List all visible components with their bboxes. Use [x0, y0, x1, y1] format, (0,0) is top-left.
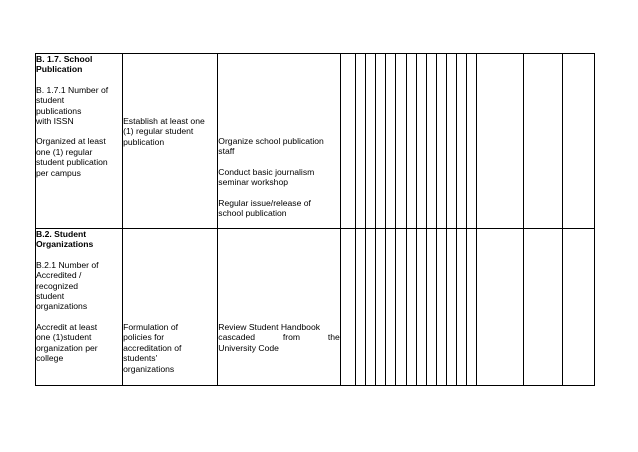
indicator-text: with ISSN	[36, 116, 74, 127]
operational-plan-table	[35, 53, 595, 386]
timeline-cell	[366, 54, 376, 229]
section-heading: B. 1.7. School Publication	[36, 54, 93, 75]
objective-cell	[36, 54, 123, 229]
strategy-text: Formulation of	[123, 322, 179, 332]
activities-cell	[218, 54, 341, 229]
timeline-cell	[396, 229, 406, 386]
strategy-text: Establish at least one	[123, 116, 205, 126]
target-text: student publication	[36, 157, 108, 168]
timeline-cell	[355, 54, 365, 229]
timeline-cell	[386, 229, 396, 386]
strategy-text: students'	[123, 353, 158, 364]
activity-text: cascaded from the	[218, 332, 340, 343]
timeline-cell	[467, 229, 477, 386]
target-text: college	[36, 353, 64, 364]
activity-text: Regular issue/release of	[218, 197, 311, 208]
table-row	[36, 54, 595, 229]
empty-cell	[562, 229, 594, 386]
timeline-cell	[340, 54, 355, 229]
strategy-text: (1) regular student	[123, 126, 194, 137]
target-text: per campus	[36, 167, 81, 178]
target-text: organization per	[36, 342, 98, 353]
table-row	[36, 229, 595, 386]
empty-cell	[524, 54, 562, 229]
objective-cell	[36, 229, 123, 386]
timeline-cell	[467, 54, 477, 229]
timeline-cell	[386, 54, 396, 229]
empty-cell	[477, 229, 524, 386]
timeline-cell	[426, 229, 436, 386]
indicator-text: recognized	[36, 280, 79, 291]
timeline-cell	[376, 54, 386, 229]
timeline-cell	[355, 229, 365, 386]
timeline-cell	[447, 229, 457, 386]
indicator-text: student	[36, 95, 65, 106]
timeline-cell	[457, 54, 467, 229]
timeline-cell	[396, 54, 406, 229]
timeline-cell	[416, 54, 426, 229]
activity-text: seminar workshop	[218, 177, 288, 188]
indicator-text: organizations	[36, 301, 88, 312]
timeline-cell	[457, 229, 467, 386]
section-heading: B.2. Student	[36, 229, 87, 239]
target-text: one (1)student	[36, 332, 92, 343]
strategy-text: accreditation of	[123, 342, 182, 353]
strategy-cell	[123, 54, 218, 229]
indicator-text: publications	[36, 105, 82, 116]
activity-text: University Code	[218, 342, 279, 353]
empty-cell	[477, 54, 524, 229]
indicator-text: B. 1.7.1 Number of	[36, 84, 109, 95]
indicator-text: B.2.1 Number of	[36, 259, 99, 270]
timeline-cell	[436, 229, 446, 386]
timeline-cell	[340, 229, 355, 386]
strategy-text: organizations	[123, 363, 175, 374]
section-heading: Organizations	[36, 239, 94, 250]
activities-cell	[218, 229, 341, 386]
timeline-cell	[406, 54, 416, 229]
activity-text: school publication	[218, 208, 287, 219]
timeline-cell	[447, 54, 457, 229]
activity-text: staff	[218, 146, 235, 157]
timeline-cell	[376, 229, 386, 386]
target-text: Accredit at least	[36, 321, 98, 332]
target-text: one (1) regular	[36, 146, 93, 157]
strategy-text: publication	[123, 136, 165, 147]
target-text: Organized at least	[36, 136, 106, 147]
empty-cell	[562, 54, 594, 229]
empty-cell	[524, 229, 562, 386]
strategy-cell	[123, 229, 218, 386]
timeline-cell	[416, 229, 426, 386]
activity-text: Organize school publication	[218, 136, 324, 146]
activity-text: Conduct basic journalism	[218, 166, 315, 177]
timeline-cell	[436, 54, 446, 229]
timeline-cell	[426, 54, 436, 229]
strategy-text: policies for	[123, 332, 165, 343]
timeline-cell	[406, 229, 416, 386]
indicator-text: Accredited /	[36, 270, 82, 281]
timeline-cell	[366, 229, 376, 386]
activity-text: Review Student Handbook	[218, 322, 321, 332]
indicator-text: student	[36, 291, 65, 302]
